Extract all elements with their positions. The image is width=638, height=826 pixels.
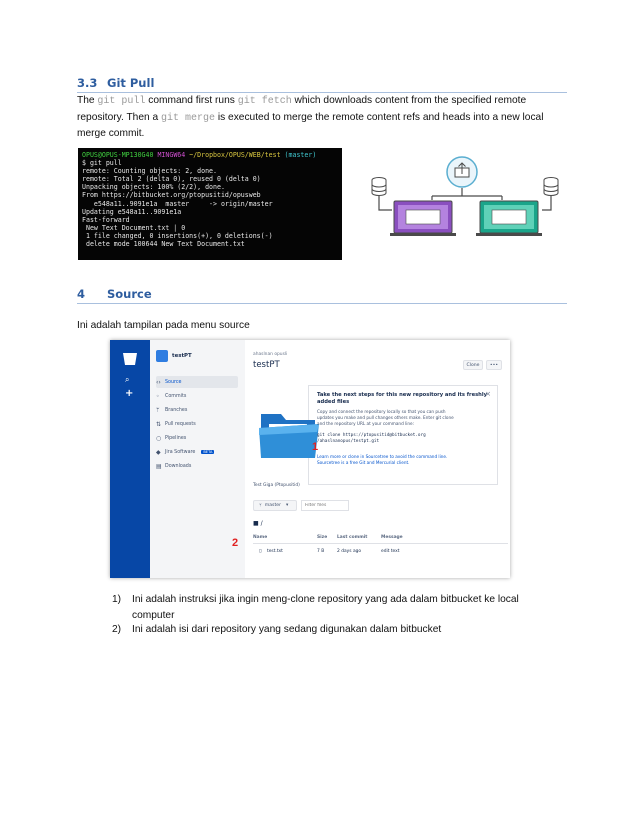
next-steps-panel: [308, 385, 498, 485]
panel-body-line: and the repository URL at your command line:: [317, 421, 415, 426]
paragraph-line-1: [77, 93, 572, 110]
list-number: 2): [112, 624, 122, 635]
clone-command-line: git clone https://ptopusitid@bitbucket.org: [317, 433, 426, 438]
bitbucket-logo-icon[interactable]: [110, 340, 150, 420]
col-header: Message: [381, 535, 403, 540]
cell-message: edit text: [381, 549, 400, 554]
bitbucket-screenshot: [110, 340, 510, 578]
folder-icon: ■: [253, 520, 259, 527]
paragraph-line-2: [77, 110, 572, 127]
database-icon: [544, 178, 558, 196]
section-number: 3.3: [77, 76, 98, 90]
prompt-user: OPUS@OPUS-MP130G40: [82, 151, 154, 159]
list-line: Ini adalah isi dari repository yang sedang digunakan dalam bitbucket: [132, 624, 442, 635]
list-text: [132, 622, 552, 638]
text: The: [77, 95, 98, 106]
sidebar-item-branches[interactable]: [156, 404, 238, 416]
section-heading-source: [77, 287, 567, 304]
git-pull-paragraph: [77, 93, 572, 142]
panel-title: [317, 392, 487, 406]
terminal-line: 1 file changed, 0 insertions(+), 0 deletions(-): [82, 231, 273, 240]
panel-body-line: updates you make and pull changes others make. Enter git clone: [317, 415, 454, 420]
col-header: Last commit: [337, 535, 368, 540]
folder-icon: [257, 404, 321, 464]
list-number: 1): [112, 594, 122, 605]
text: is executed to merge the remote content refs and heads into a new local: [215, 111, 544, 123]
cell-name[interactable]: test.txt: [267, 549, 283, 554]
terminal-line: e548a11..9091e1a master -> origin/master: [82, 199, 273, 208]
panel-body-line: Copy and connect the repository locally so that you can push: [317, 409, 446, 414]
panel-title-line: added files: [317, 399, 350, 405]
sidebar-item-label: Downloads: [165, 463, 192, 469]
sidebar-item-commits[interactable]: [156, 390, 238, 402]
breadcrumb-owner[interactable]: ahaslnan opusli: [253, 352, 288, 357]
source-intro: Ini adalah tampilan pada menu source: [77, 320, 250, 331]
downloads-icon: ▤: [156, 462, 162, 470]
text: repository. Then a: [77, 111, 161, 123]
cell-size: 7 B: [317, 549, 325, 554]
laptop-icon: [390, 201, 456, 236]
create-icon[interactable]: +: [125, 388, 134, 399]
sidebar-item-label: Pull requests: [165, 421, 196, 427]
terminal-line: New Text Document.txt | 0: [82, 223, 186, 232]
connector-line: [379, 196, 392, 210]
terminal-line: remote: Total 2 (delta 0), reused 0 (delta 0): [82, 175, 261, 184]
branch-name: master: [264, 503, 281, 508]
list-text: [132, 592, 552, 623]
list-line: Ini adalah instruksi jika ingin meng-clone repository yang ada dalam bitbucket ke local: [132, 594, 519, 605]
sidebar-item-pipelines[interactable]: [156, 432, 238, 444]
table-row[interactable]: [253, 546, 508, 558]
jira-icon: ◆: [156, 448, 161, 456]
path-text: /: [260, 520, 263, 527]
cell-last-commit: 2 days ago: [337, 549, 362, 554]
terminal-line: $ git pull: [82, 159, 122, 168]
sidebar-item-label: Branches: [165, 407, 188, 413]
project-name: Test Giga (Ptopusitid): [253, 483, 300, 488]
inline-code: git pull: [97, 96, 146, 107]
sourcetree-link[interactable]: [317, 454, 447, 466]
branches-icon: ᛘ: [156, 406, 160, 414]
terminal-line: Unpacking objects: 100% (2/2), done.: [82, 183, 225, 192]
table-header: [253, 532, 508, 544]
panel-title-line: Take the next steps for this new repository and its freshly: [317, 392, 488, 398]
repo-name[interactable]: testPT: [172, 353, 192, 359]
search-icon[interactable]: ⌕: [125, 375, 130, 384]
sidebar-item-label: Jira Software: [165, 449, 196, 455]
source-icon: ‹›: [156, 378, 161, 386]
prompt-env: MINGW64: [157, 151, 186, 159]
repo-sidebar: [150, 340, 245, 578]
close-icon[interactable]: ×: [485, 390, 491, 398]
col-header: Size: [317, 535, 328, 540]
clone-button[interactable]: Clone: [463, 360, 483, 370]
sidebar-item-pull-requests[interactable]: [156, 418, 238, 430]
sidebar-item-label: Source: [165, 379, 182, 385]
repo-main: [232, 340, 510, 578]
terminal-line: Updating e548a11..9091e1a: [82, 207, 182, 216]
chevron-down-icon: ▾: [285, 503, 289, 508]
panel-body: [317, 409, 454, 427]
filter-files-input[interactable]: [301, 500, 349, 511]
link-line: Learn more or clone in Sourcetree to avoid the command line.: [317, 454, 448, 459]
inline-code: git fetch: [237, 96, 292, 107]
more-button[interactable]: •••: [486, 360, 502, 370]
connector-line: [432, 188, 502, 200]
terminal-line: Fast-forward: [82, 215, 130, 224]
link-line: Sourcetree is a free Git and Mercurial client.: [317, 460, 410, 465]
file-icon: ▯: [259, 549, 262, 554]
terminal-line: delete mode 100644 New Text Document.txt: [82, 240, 245, 249]
cloud-upload-icon: [447, 157, 477, 187]
terminal-screenshot: [78, 148, 342, 260]
text: command first runs: [145, 95, 238, 106]
list-line: computer: [132, 609, 175, 621]
section-heading-git-pull: [77, 76, 567, 93]
paragraph-line-3: merge commit.: [77, 128, 145, 139]
section-title: Source: [107, 287, 152, 301]
terminal-line: remote: Counting objects: 2, done.: [82, 167, 217, 176]
database-icon: [372, 178, 386, 196]
branch-selector[interactable]: [253, 500, 297, 511]
prompt-path: ~/Dropbox/OPUS/WEB/test: [189, 151, 281, 159]
list-item: [112, 592, 552, 624]
section-title: Git Pull: [107, 76, 155, 90]
commits-icon: ◦: [156, 392, 160, 400]
sidebar-item-label: Commits: [165, 393, 187, 399]
repo-avatar: [156, 350, 168, 362]
sidebar-item-label: Pipelines: [165, 435, 187, 441]
connector-line: [542, 196, 551, 210]
sidebar-item-source[interactable]: [156, 376, 238, 388]
sidebar-item-jira[interactable]: [156, 446, 238, 458]
list-item: [112, 622, 552, 638]
beta-badge: BETA: [203, 450, 213, 454]
clone-command-line: /ahaslnanopus/testpt.git: [317, 439, 380, 444]
global-nav-rail: [110, 340, 150, 578]
pull-requests-icon: ⇅: [156, 420, 162, 428]
section-number: 4: [77, 287, 86, 301]
sidebar-item-downloads[interactable]: [156, 460, 238, 472]
annotation-label-1: 1: [312, 441, 319, 453]
git-pull-illustration: [362, 150, 572, 255]
text: which downloads content from the specified remote: [291, 95, 527, 106]
laptop-icon: [476, 201, 542, 236]
page-title: testPT: [253, 360, 280, 370]
col-header: Name: [253, 535, 268, 540]
branch-icon: ᛘ: [259, 503, 262, 509]
terminal-prompt: [82, 151, 338, 159]
path-breadcrumb: [253, 520, 263, 527]
terminal-line: From https://bitbucket.org/ptopusitid/opusweb: [82, 191, 261, 200]
inline-code: git merge: [161, 112, 216, 124]
prompt-branch: (master): [284, 151, 317, 159]
pipelines-icon: ○: [156, 434, 162, 442]
clone-command[interactable]: [317, 433, 426, 445]
annotation-label-2: 2: [232, 537, 239, 549]
